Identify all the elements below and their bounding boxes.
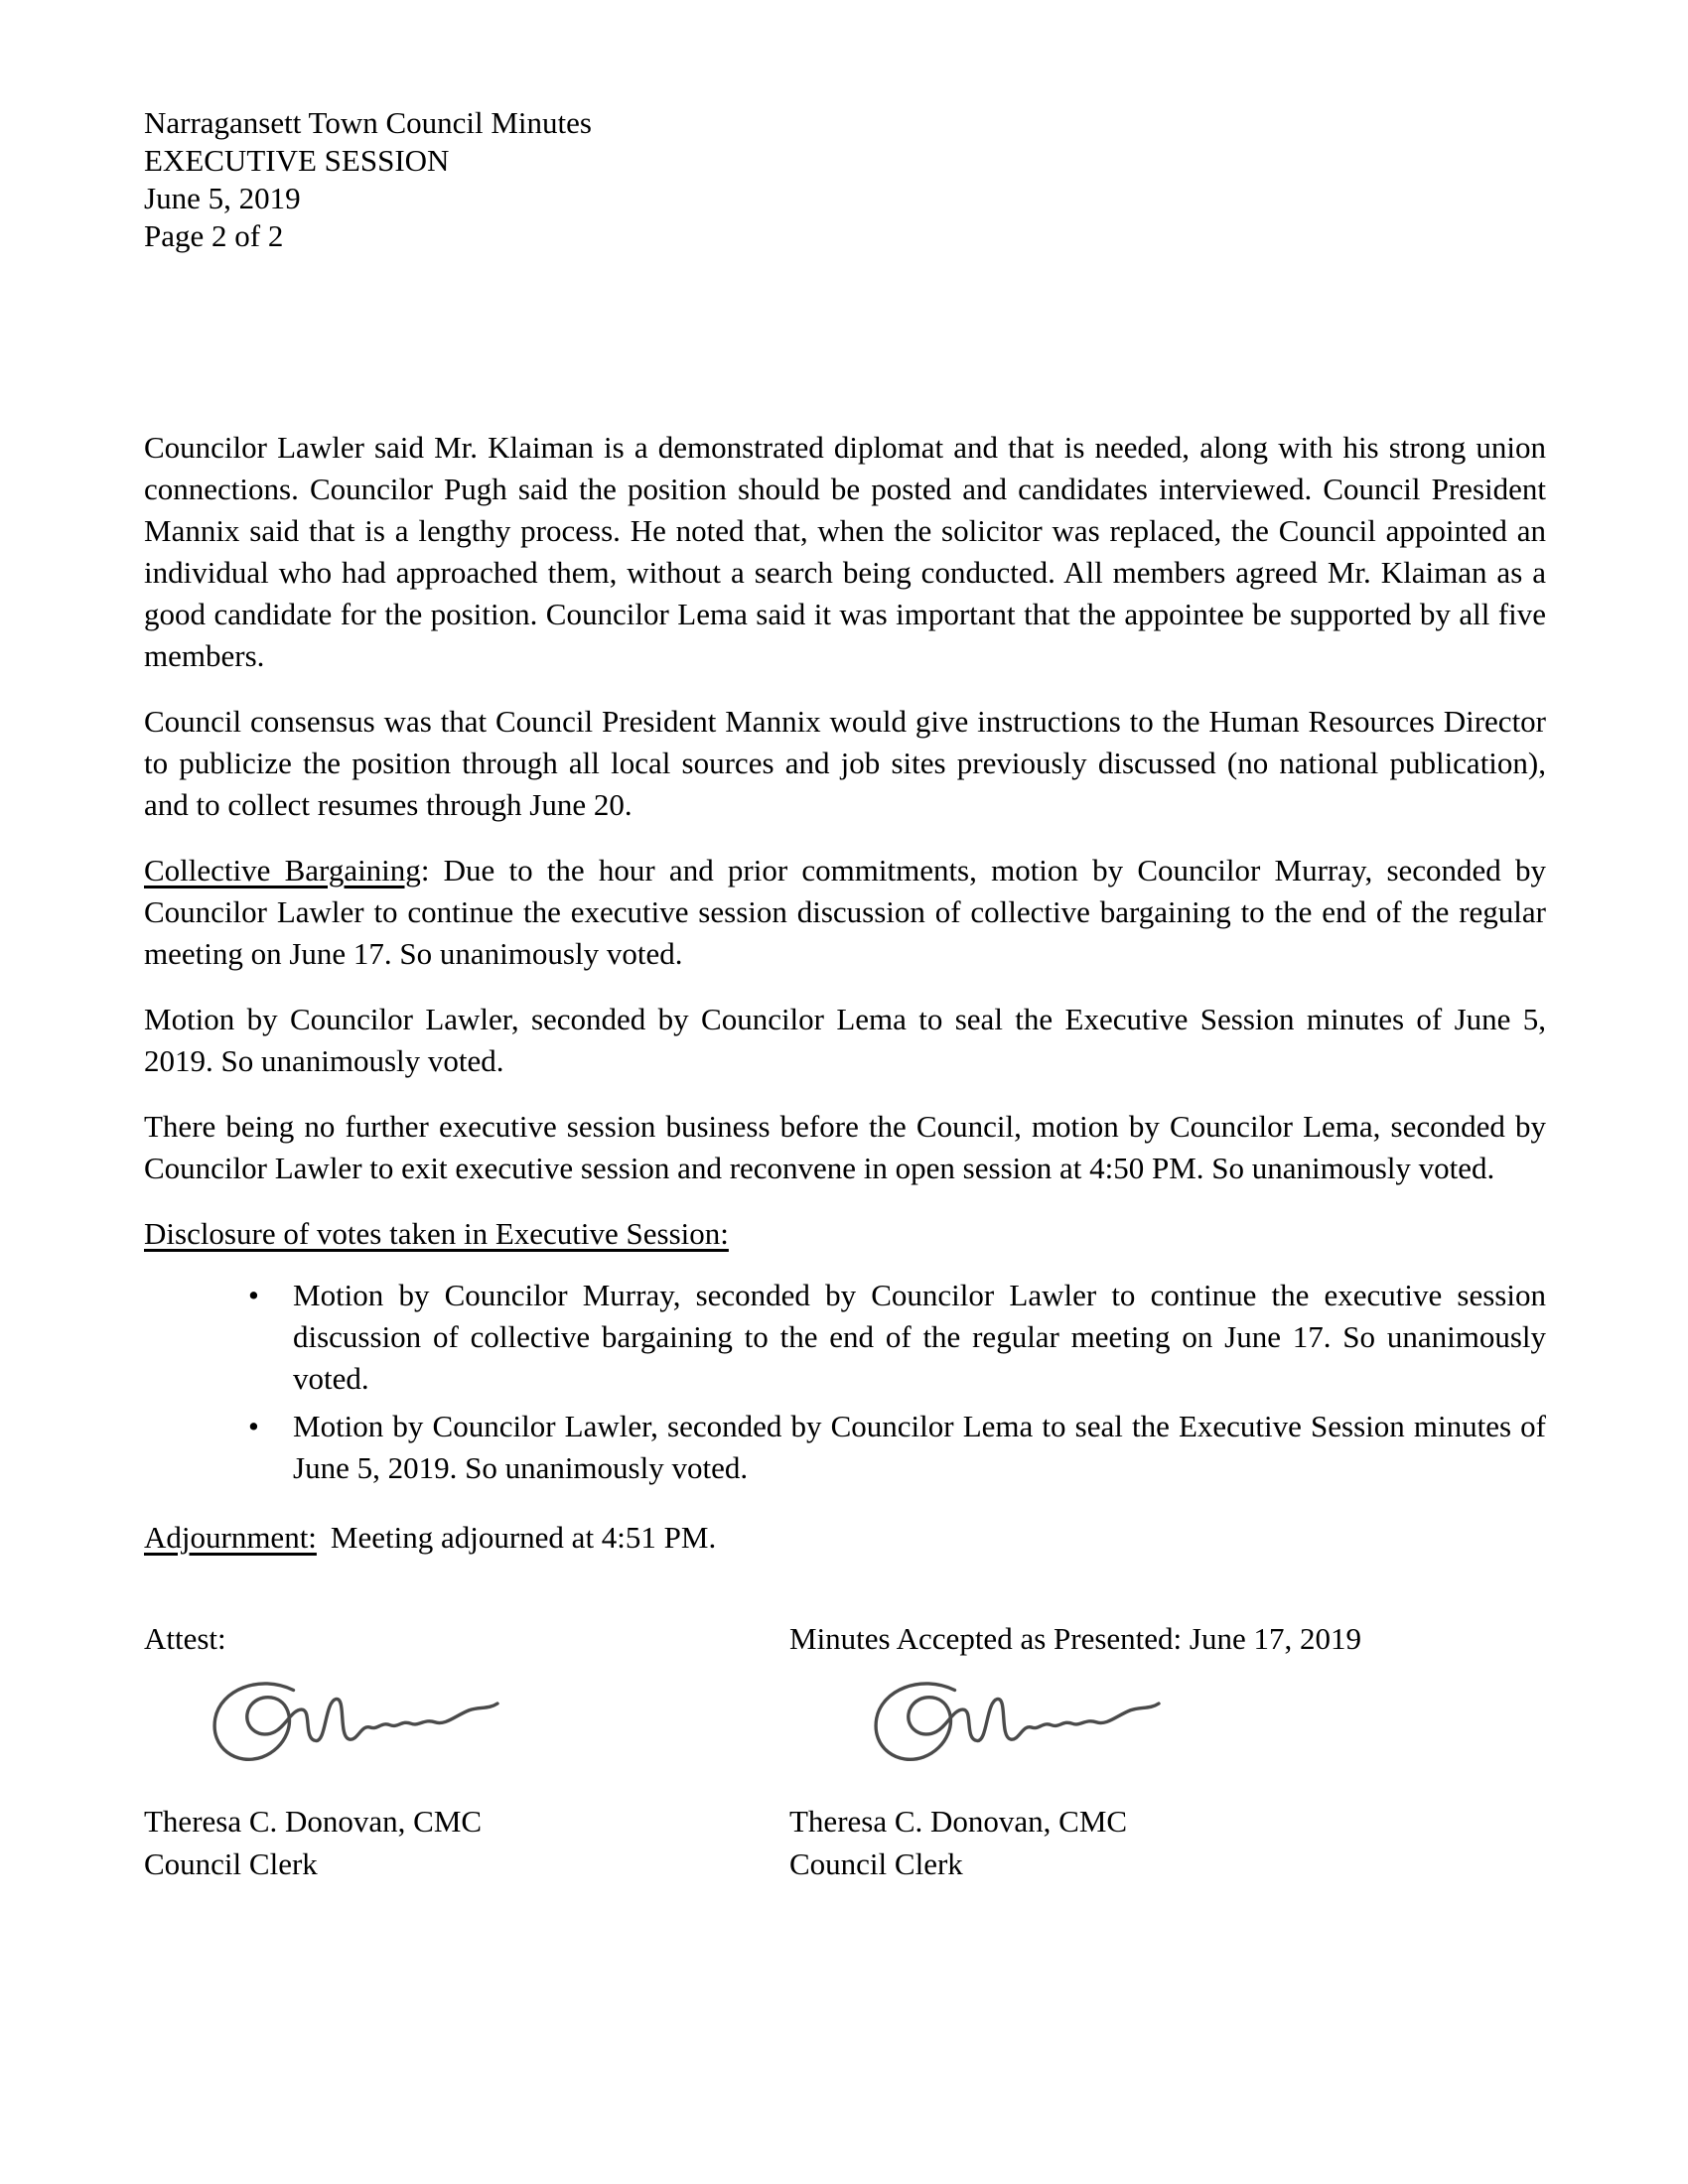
- paragraph-seal-minutes: Motion by Councilor Lawler, seconded by Councilor Lema to seal the Executive Session minutes of June 5, 2019. So unanimously voted.: [144, 1002, 1546, 1078]
- signature-scribble: [156, 1674, 553, 1778]
- adjournment-text: Meeting adjourned at 4:51 PM.: [330, 1520, 717, 1555]
- signer-name: Theresa C. Donovan, CMC: [789, 1804, 1128, 1839]
- signature-image: [156, 1674, 789, 1778]
- list-item: [144, 1406, 1546, 1489]
- doc-body: [144, 427, 1546, 1559]
- list-item: [144, 1275, 1546, 1400]
- bullet-icon: •: [248, 1409, 259, 1443]
- header-title: Narragansett Town Council Minutes: [144, 105, 592, 140]
- signer-block: [144, 1800, 789, 1885]
- signer-title: Council Clerk: [789, 1846, 963, 1881]
- paragraph-exit-session: There being no further executive session business before the Council, motion by Councilor Lema, seconded by Councilor Lawler to exit executive session and reconvene in open session at 4:50 PM. So unanimously voted.: [144, 1109, 1546, 1185]
- attest-column: [144, 1618, 789, 1885]
- adjournment-label: Adjournment:: [144, 1520, 317, 1555]
- accepted-label: Minutes Accepted as Presented: June 17, 2019: [789, 1621, 1361, 1656]
- doc-header: [144, 104, 1546, 255]
- signature-image: [817, 1674, 1546, 1778]
- collective-bargaining-label: Collective Bargaining: [144, 853, 421, 887]
- header-date: June 5, 2019: [144, 181, 301, 215]
- signer-block: [789, 1800, 1546, 1885]
- signer-title: Council Clerk: [144, 1846, 318, 1881]
- signature-section: [144, 1618, 1546, 1885]
- signature-scribble: [817, 1674, 1214, 1778]
- adjournment-line: [144, 1517, 1546, 1559]
- header-page-number: Page 2 of 2: [144, 218, 284, 253]
- header-session: EXECUTIVE SESSION: [144, 143, 450, 178]
- collective-bargaining-separator: :: [420, 853, 444, 887]
- disclosure-heading-text: Disclosure of votes taken in Executive Session:: [144, 1216, 729, 1251]
- disclosure-bullet-list: [144, 1275, 1546, 1489]
- collective-bargaining-text: Due to the hour and prior commitments, motion by Councilor Murray, seconded by Councilor Lawler to continue the executive session discussion of collective bargaining to the end of the regular meeting on June 17. So unanimously voted.: [144, 853, 1546, 971]
- paragraph-consensus: Council consensus was that Council President Mannix would give instructions to the Human Resources Director to publicize the position through all local sources and job sites previously discussed (no national publication), and to collect resumes through June 20.: [144, 704, 1546, 822]
- bullet-text: Motion by Councilor Lawler, seconded by Councilor Lema to seal the Executive Session minutes of June 5, 2019. So unanimously voted.: [293, 1409, 1546, 1485]
- paragraph-klaiman: Councilor Lawler said Mr. Klaiman is a demonstrated diplomat and that is needed, along with his strong union connections. Councilor Pugh said the position should be posted and candidates interviewed. Council President Mannix said that is a lengthy process. He noted that, when the solicitor was replaced, the Council appointed an individual who had approached them, without a search being conducted. All members agreed Mr. Klaiman as a good candidate for the position. Councilor Lema said it was important that the appointee be supported by all five members.: [144, 430, 1546, 673]
- bullet-text: Motion by Councilor Murray, seconded by Councilor Lawler to continue the executive session discussion of collective bargaining to the end of the regular meeting on June 17. So unanimously voted.: [293, 1278, 1546, 1396]
- bullet-icon: •: [248, 1278, 259, 1312]
- signer-name: Theresa C. Donovan, CMC: [144, 1804, 483, 1839]
- disclosure-heading: [144, 1213, 1546, 1255]
- accepted-column: [789, 1618, 1546, 1885]
- attest-label: Attest:: [144, 1621, 226, 1656]
- paragraph-collective-bargaining: [144, 850, 1546, 975]
